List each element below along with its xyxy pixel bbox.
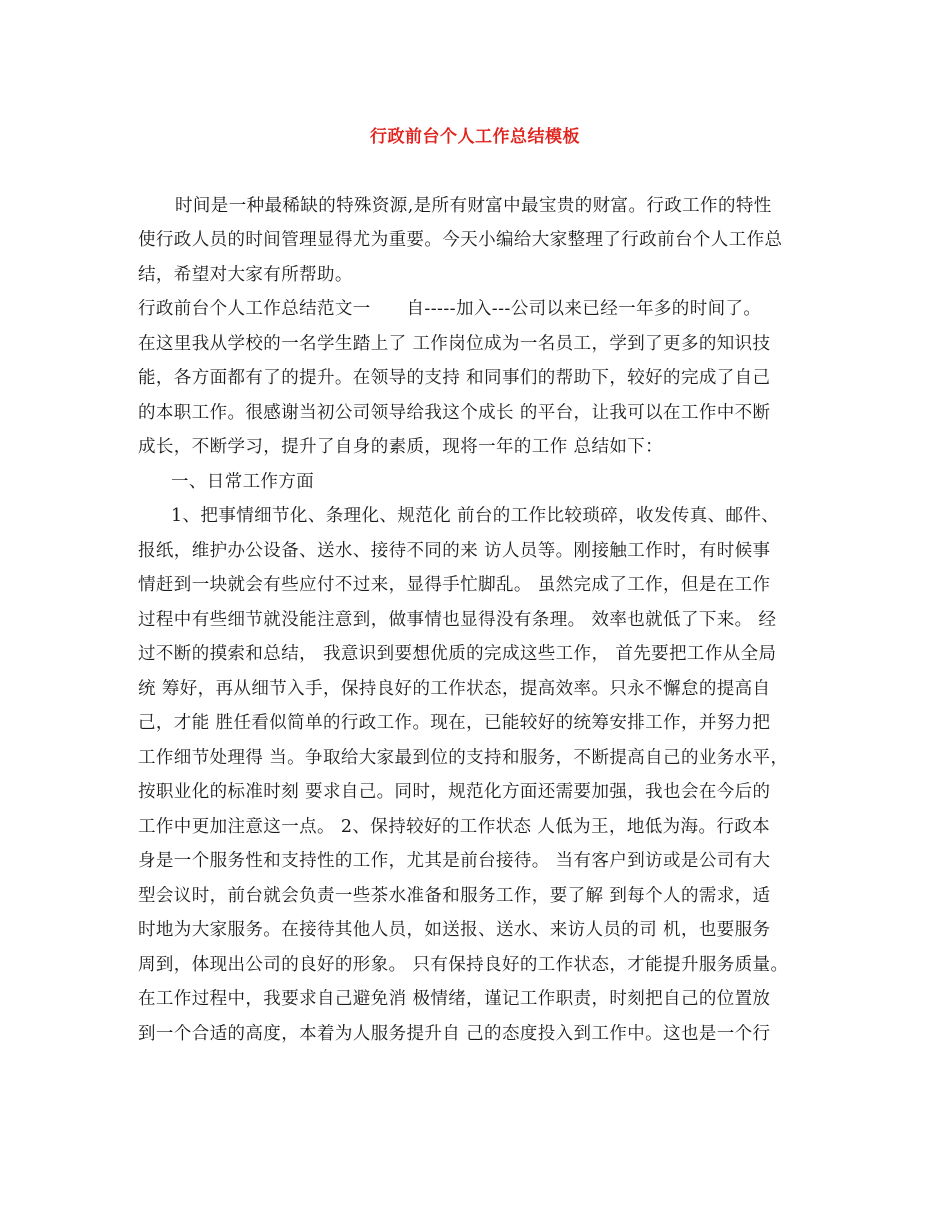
paragraph-line: 统 筹好，再从细节入手，保持良好的工作状态，提高效率。只永不懈怠的提高自 [138, 679, 771, 699]
paragraph-line: 情赶到一块就会有些应付不过来，显得手忙脚乱。 虽然完成了工作，但是在工作 [138, 575, 771, 595]
section-heading: 一、日常工作方面 [171, 472, 315, 492]
paragraph-line: 时间是一种最稀缺的特殊资源,是所有财富中最宝贵的财富。行政工作的特性 [175, 196, 772, 216]
paragraph-line: 周到，体现出公司的良好的形象。 只有保持良好的工作状态，才能提升服务质量。 [138, 955, 789, 975]
paragraph-line: 到一个合适的高度，本着为人服务提升自 己的态度投入到工作中。这也是一个行 [138, 1024, 771, 1044]
paragraph-line: 型会议时，前台就会负责一些茶水准备和服务工作，要了解 到每个人的需求，适 [138, 886, 771, 906]
paragraph-line: 工作细节处理得 当。争取给大家最到位的支持和服务，不断提高自己的业务水平， [138, 748, 789, 768]
paragraph-line: 时地为大家服务。在接待其他人员，如送报、送水、来访人员的司 机，也要服务 [138, 920, 771, 940]
paragraph-line: 1、把事情细节化、条理化、规范化 前台的工作比较琐碎，收发传真、邮件、 [171, 506, 780, 526]
paragraph-line: 结，希望对大家有所帮助。 [138, 265, 353, 285]
paragraph-line: 过不断的摸索和总结， 我意识到要想优质的完成这些工作， 首先要把工作从全局 [138, 644, 777, 664]
document-title: 行政前台个人工作总结模板 [370, 127, 580, 147]
paragraph-line: 的本职工作。很感谢当初公司领导给我这个成长 的平台，让我可以在工作中不断 [138, 403, 771, 423]
paragraph-line: 能，各方面都有了的提升。在领导的支持 和同事们的帮助下，较好的完成了自己 [138, 368, 771, 388]
paragraph-line: 报纸，维护办公设备、送水、接待不同的来 访人员等。刚接触工作时，有时候事 [138, 541, 771, 561]
paragraph-line: 在工作过程中，我要求自己避免消 极情绪，谨记工作职责，时刻把自己的位置放 [138, 989, 771, 1009]
paragraph-line: 在这里我从学校的一名学生踏上了 工作岗位成为一名员工，学到了更多的知识技 [138, 334, 771, 354]
paragraph-line: 行政前台个人工作总结范文一 自-----加入---公司以来已经一年多的时间了。 [138, 299, 762, 319]
paragraph-line: 过程中有些细节就没能注意到，做事情也显得没有条理。 效率也就低了下来。 经 [138, 610, 777, 630]
paragraph-line: 成长，不断学习，提升了自身的素质，现将一年的工作 总结如下： [138, 437, 664, 457]
paragraph-line: 工作中更加注意这一点。 2、保持较好的工作状态 人低为王，地低为海。行政本 [138, 817, 771, 837]
paragraph-line: 己，才能 胜任看似简单的行政工作。现在，已能较好的统筹安排工作，并努力把 [138, 713, 771, 733]
paragraph-line: 身是一个服务性和支持性的工作，尤其是前台接待。 当有客户到访或是公司有大 [138, 851, 771, 871]
paragraph-line: 使行政人员的时间管理显得尤为重要。今天小编给大家整理了行政前台个人工作总 [138, 230, 783, 250]
paragraph-line: 按职业化的标准时刻 要求自己。同时，规范化方面还需要加强，我也会在今后的 [138, 782, 771, 802]
